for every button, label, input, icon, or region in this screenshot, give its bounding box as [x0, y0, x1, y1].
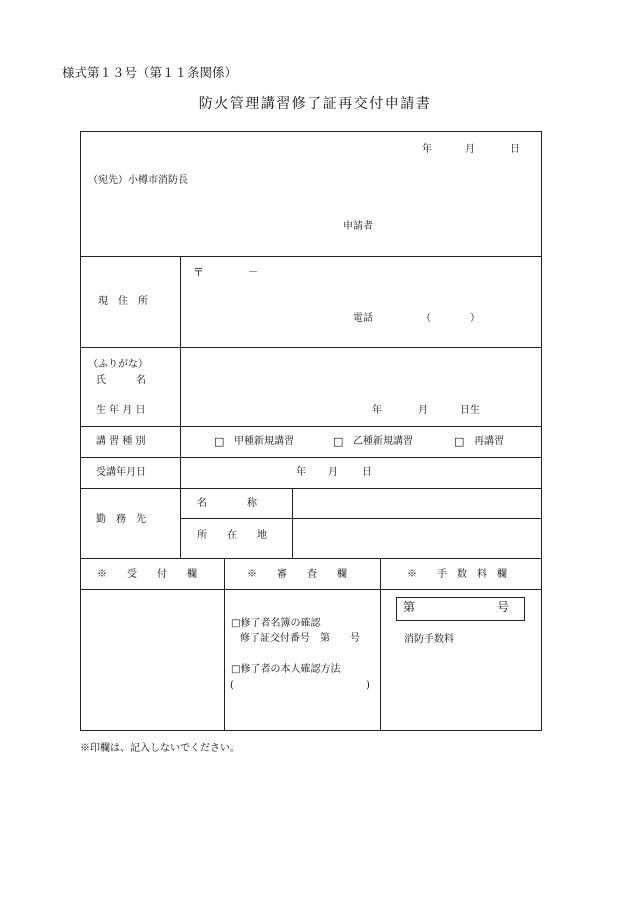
- workplace-location-input[interactable]: [294, 520, 540, 557]
- name-label: 氏 名: [96, 375, 146, 386]
- address-input-area[interactable]: [182, 258, 540, 346]
- reception-header: ※ 受 付 欄: [97, 569, 197, 580]
- phone-paren-close: ）: [470, 313, 480, 324]
- date-month-label: 月: [465, 144, 475, 155]
- phone-label: 電話: [353, 313, 373, 324]
- form-number: 様式第１３号（第１１条関係）: [62, 65, 238, 80]
- address-label: 現 住 所: [98, 296, 148, 307]
- checkbox-icon[interactable]: □: [454, 435, 465, 448]
- review-certificate-number: 修了証交付番号 第 号: [240, 633, 360, 644]
- fee-number-prefix: 第: [403, 600, 416, 614]
- checkbox-icon[interactable]: □: [214, 435, 225, 448]
- fee-number-suffix: 号: [497, 600, 510, 614]
- review-header: ※ 審 査 欄: [247, 569, 347, 580]
- dob-label: 生 年 月 日: [96, 405, 146, 416]
- course-option-label: 再講習: [474, 436, 504, 447]
- review-identity-check: □修了者の本人確認方法: [231, 664, 341, 675]
- phone-paren-open: （: [421, 313, 431, 324]
- review-paren-open: (: [230, 680, 234, 691]
- fee-header: ※ 手 数 料 欄: [407, 569, 507, 580]
- review-roster-check: □修了者名簿の確認: [231, 618, 321, 629]
- workplace-name-label: 名 称: [197, 498, 257, 509]
- workplace-location-label: 所 在 地: [197, 530, 267, 541]
- attend-date-label: 受講年月日: [96, 467, 146, 478]
- course-type-label: 講 習 種 別: [96, 436, 146, 447]
- document-title: 防火管理講習修了証再交付申請書: [198, 96, 432, 112]
- dob-month-label: 月: [418, 405, 428, 416]
- postal-dash: －: [248, 267, 258, 278]
- name-input-area[interactable]: [182, 349, 540, 425]
- review-paren-close: ): [366, 680, 370, 691]
- dob-day-label: 日生: [460, 405, 480, 416]
- course-option-label: 乙種新規講習: [353, 436, 413, 447]
- date-day-label: 日: [510, 144, 520, 155]
- applicant-label: 申請者: [343, 221, 373, 232]
- workplace-name-input[interactable]: [294, 490, 540, 517]
- dob-year-label: 年: [372, 405, 382, 416]
- fee-label: 消防手数料: [404, 634, 454, 645]
- date-year-label: 年: [422, 144, 432, 155]
- footnote: ※印欄は、記入しないでください。: [80, 743, 240, 754]
- attend-day-label: 日: [362, 467, 372, 478]
- checkbox-icon[interactable]: □: [333, 435, 344, 448]
- furigana-label: （ふりがな）: [88, 359, 148, 370]
- workplace-label: 勤 務 先: [96, 514, 146, 525]
- course-option-label: 甲種新規講習: [234, 436, 294, 447]
- addressee: （宛先）小樽市消防長: [88, 175, 188, 186]
- attend-month-label: 月: [328, 467, 338, 478]
- postal-mark: 〒: [193, 266, 204, 279]
- attend-year-label: 年: [296, 467, 306, 478]
